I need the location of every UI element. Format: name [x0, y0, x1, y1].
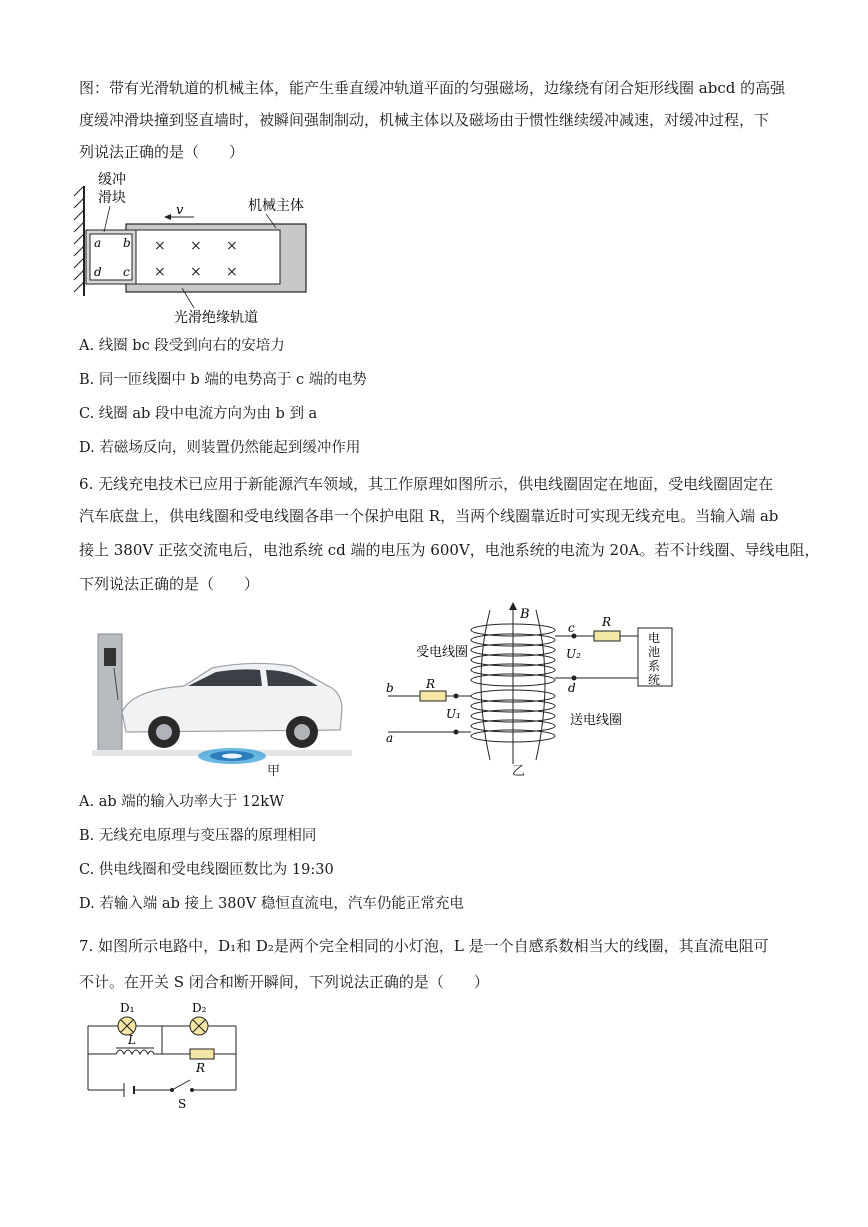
L-label: L [128, 1033, 136, 1047]
field-mark: × [226, 238, 238, 254]
slider-label-1: 缓冲 [98, 172, 126, 188]
q6-car-photo [92, 630, 352, 780]
field-mark: × [190, 264, 202, 280]
D2-label: D₂ [192, 1001, 207, 1015]
resistor-R-secondary [594, 631, 620, 641]
S-label: S [178, 1097, 187, 1110]
lamp-D2 [190, 1017, 208, 1035]
U1-label: U₁ [446, 707, 461, 721]
q5-stem-line-1: 图：带有光滑轨道的机械主体，能产生垂直缓冲轨道平面的匀强磁场，边缘绕有闭合矩形线圈 abcd 的高强 [79, 79, 786, 97]
battery-char-3: 系 [648, 659, 661, 673]
q7-stem-line-1: 7. 如图所示电路中，D₁和 D₂是两个完全相同的小灯泡，L 是一个自感系数相当大的线圈，其直流电阻可 [79, 937, 769, 955]
q5-buffer-figure [70, 168, 330, 328]
q5-option-c: C. 线圈 ab 段中电流方向为由 b 到 a [79, 406, 318, 422]
q6-stem-line-1: 6. 无线充电技术已应用于新能源汽车领域，其工作原理如图所示，供电线圈固定在地面，受电线圈固定在 [79, 475, 774, 493]
field-mark: × [154, 264, 166, 280]
field-mark: × [190, 238, 202, 254]
q6-stem-line-4: 下列说法正确的是（ ） [79, 575, 260, 593]
track-label: 光滑绝缘轨道 [174, 310, 258, 326]
figure-label-jia: 甲 [267, 764, 281, 779]
battery-char-1: 电 [648, 631, 661, 645]
field-mark: × [154, 238, 166, 254]
c-label: c [568, 621, 575, 635]
q6-option-c: C. 供电线圈和受电线圈匝数比为 19:30 [79, 862, 334, 878]
sending-coil-label: 送电线圈 [570, 713, 623, 728]
receiving-coil-label: 受电线圈 [416, 645, 469, 660]
inductor-L [116, 1050, 154, 1054]
q5-stem-line-3: 列说法正确的是（ ） [79, 143, 245, 161]
corner-d: d [94, 265, 102, 279]
b-label: b [386, 681, 394, 695]
q6-stem-line-2: 汽车底盘上，供电线圈和受电线圈各串一个保护电阻 R，当两个线圈靠近时可实现无线充电。当输入端 ab [79, 507, 779, 525]
q5-option-a: A. 线圈 bc 段受到向右的安培力 [79, 338, 285, 354]
q6-option-a: A. ab 端的输入功率大于 12kW [79, 794, 284, 810]
R-label: R [196, 1061, 206, 1075]
q7-circuit-figure [80, 998, 250, 1110]
corner-c: c [123, 265, 130, 279]
q6-option-d: D. 若输入端 ab 接上 380V 稳恒直流电，汽车仍能正常充电 [79, 896, 464, 912]
figure-label-yi: 乙 [512, 764, 526, 779]
q6-stem-line-3: 接上 380V 正弦交流电后，电池系统 cd 端的电压为 600V，电池系统的电流为 20A。若不计线圈、导线电阻， [79, 541, 820, 559]
velocity-label: v [176, 203, 184, 218]
battery-char-2: 池 [648, 645, 661, 659]
R-primary-label: R [426, 677, 436, 691]
q6-coil-circuit [380, 600, 680, 780]
q5-option-d: D. 若磁场反向，则装置仍然能起到缓冲作用 [79, 440, 361, 456]
corner-a: a [94, 236, 102, 250]
slider-label-2: 滑块 [98, 190, 126, 206]
B-label: B [520, 607, 530, 622]
field-mark: × [226, 264, 238, 280]
q5-stem-line-2: 度缓冲滑块撞到竖直墙时，被瞬间强制制动，机械主体以及磁场由于惯性继续缓冲减速，对缓冲过程，下 [79, 111, 770, 129]
a-label: a [386, 731, 394, 745]
battery-char-4: 统 [648, 673, 661, 687]
q5-option-b: B. 同一匝线圈中 b 端的电势高于 c 端的电势 [79, 372, 367, 388]
R-secondary-label: R [602, 615, 612, 629]
d-label: d [568, 681, 576, 695]
corner-b: b [123, 236, 131, 250]
body-label: 机械主体 [248, 198, 304, 214]
U2-label: U₂ [566, 647, 581, 661]
q7-stem-line-2: 不计。在开关 S 闭合和断开瞬间，下列说法正确的是（ ） [79, 973, 489, 991]
q6-option-b: B. 无线充电原理与变压器的原理相同 [79, 828, 317, 844]
D1-label: D₁ [120, 1001, 135, 1015]
resistor-R [190, 1049, 214, 1059]
resistor-R-primary [420, 691, 446, 701]
